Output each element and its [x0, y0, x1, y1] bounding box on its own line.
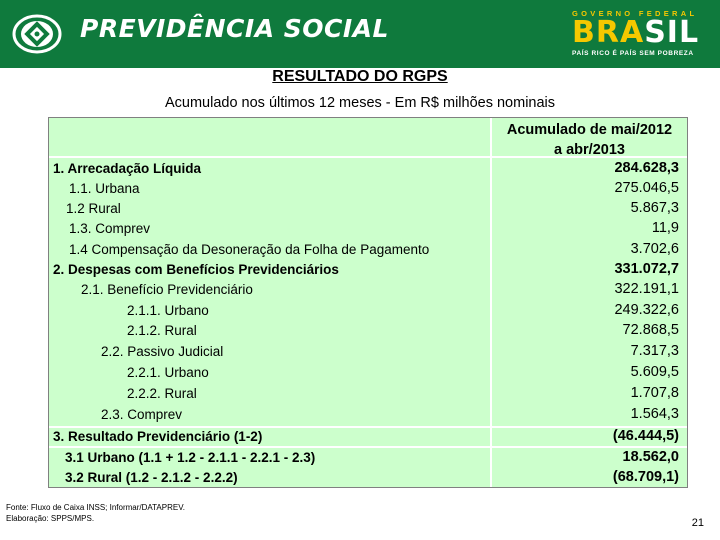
- table-row-value: (46.444,5): [612, 428, 679, 444]
- gov-motto: PAÍS RICO É PAÍS SEM POBREZA: [572, 50, 694, 57]
- table-row-label: 1.4 Compensação da Desoneração da Folha de Pagamento: [69, 242, 430, 257]
- table-row-label: 1. Arrecadação Líquida: [53, 161, 202, 176]
- footer-source: Fonte: Fluxo de Caixa INSS; Informar/DATAPREV.: [6, 503, 186, 512]
- previdencia-logo-icon: [12, 12, 62, 56]
- column-header-line2: a abr/2013: [554, 142, 625, 158]
- table-row-value: 72.868,5: [622, 322, 679, 338]
- table-row-value: (68.709,1): [612, 469, 679, 485]
- footer-notes: [6, 503, 185, 524]
- table-row-value: 331.072,7: [614, 261, 679, 277]
- brasil-part1: BRA: [572, 15, 645, 50]
- org-name: PREVIDÊNCIA SOCIAL: [80, 14, 389, 43]
- table-row-value: 7.317,3: [630, 343, 679, 359]
- table-row-value: 1.707,8: [630, 385, 679, 401]
- table-row-label: 1.2 Rural: [66, 201, 121, 216]
- column-header-line1: Acumulado de mai/2012: [506, 122, 673, 138]
- table-row-label: 3.1 Urbano (1.1 + 1.2 - 2.1.1 - 2.2.1 - 2.3): [65, 450, 316, 465]
- table-row-value: 249.322,6: [614, 302, 679, 318]
- table-row-value: 11,9: [651, 220, 679, 236]
- header-bar: [0, 0, 720, 68]
- table-row-value: 3.702,6: [630, 241, 679, 257]
- table-row-label: 2.1. Benefício Previdenciário: [81, 282, 253, 297]
- column-header: [492, 120, 687, 160]
- table-row-value: 284.628,3: [614, 160, 679, 176]
- table-row-label: 2.2. Passivo Judicial: [101, 344, 224, 359]
- table-row-value: 5.609,5: [630, 364, 679, 380]
- page-subtitle: Acumulado nos últimos 12 meses - Em R$ milhões nominais: [164, 95, 556, 111]
- table-row-label: 1.1. Urbana: [69, 181, 140, 196]
- table-row-value: 275.046,5: [614, 180, 679, 196]
- table-row-value: 322.191,1: [614, 281, 679, 297]
- table-row-value: 5.867,3: [630, 200, 679, 216]
- table-row-label: 1.3. Comprev: [69, 221, 151, 236]
- table-row-label: 2.1.1. Urbano: [127, 303, 209, 318]
- table-row-label: 2.2.1. Urbano: [127, 365, 209, 380]
- brasil-logo: [572, 15, 700, 50]
- table-row-label: 2.1.2. Rural: [127, 323, 197, 338]
- table-row-label: 2.3. Comprev: [101, 407, 183, 422]
- table-row-value: 18.562,0: [622, 449, 679, 465]
- gov-top-text: GOVERNO FEDERAL: [572, 9, 698, 18]
- table-row-label: 2.2.2. Rural: [127, 386, 197, 401]
- table-row-label: 3. Resultado Previdenciário (1-2): [53, 429, 263, 444]
- brasil-part2: SIL: [644, 15, 700, 50]
- column-divider: [490, 118, 492, 487]
- page-number: 21: [691, 517, 704, 529]
- table-row-label: 3.2 Rural (1.2 - 2.1.2 - 2.2.2): [65, 470, 238, 485]
- results-table: [48, 117, 688, 488]
- page-title: RESULTADO DO RGPS: [272, 68, 448, 85]
- table-row-value: 1.564,3: [630, 406, 679, 422]
- table-row-label: 2. Despesas com Benefícios Previdenciários: [53, 262, 339, 277]
- footer-prepared-by: Elaboração: SPPS/MPS.: [6, 513, 95, 523]
